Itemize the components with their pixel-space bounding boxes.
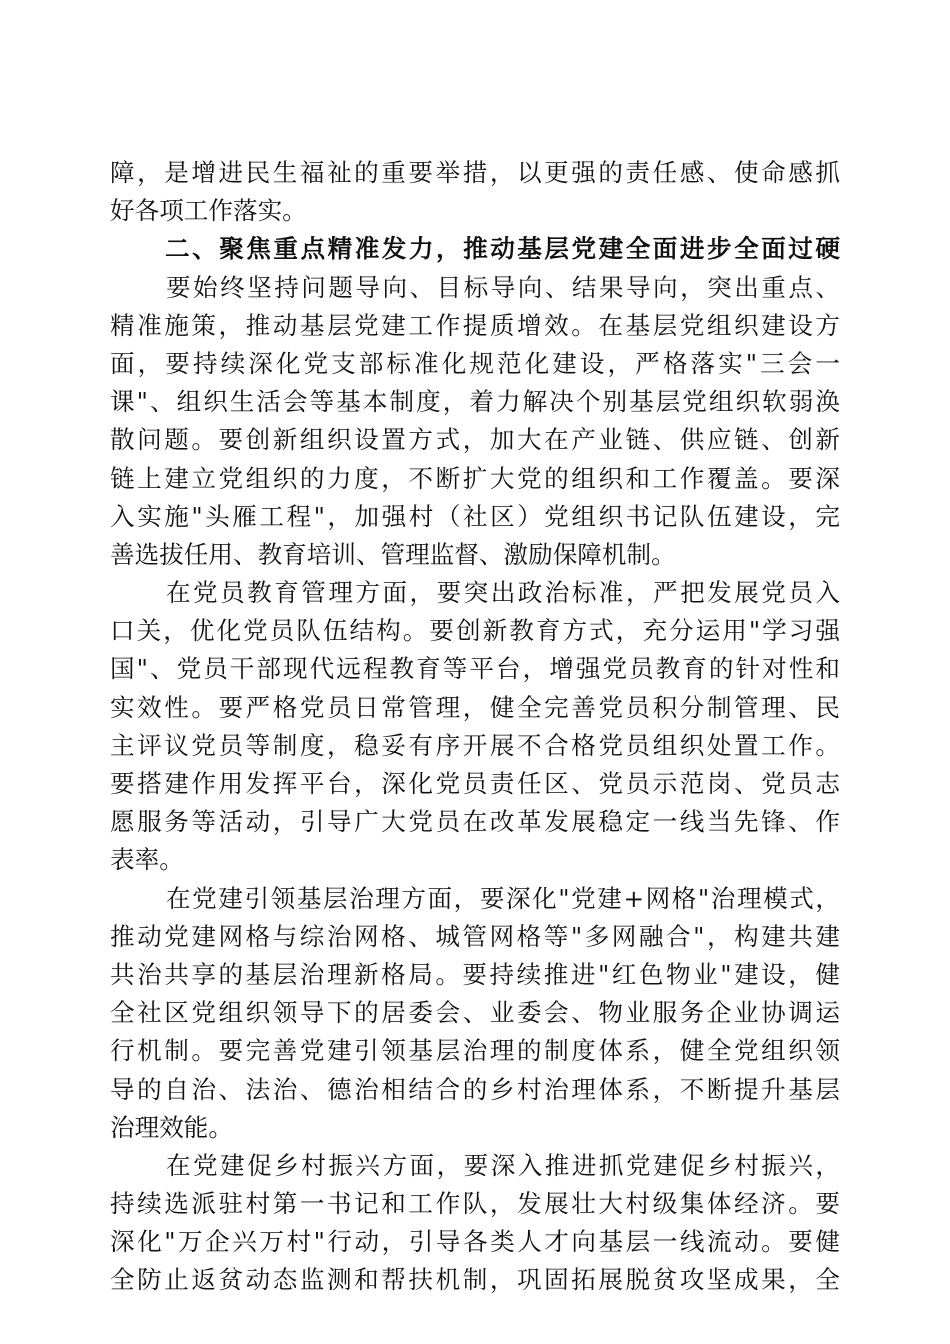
text-line: 课"、组织生活会等基本制度，着力解决个别基层党组织软弱涣 (110, 387, 840, 417)
text-line: 善选拔任用、教育培训、管理监督、激励保障机制。 (110, 539, 676, 569)
text-line: 愿服务等活动，引导广大党员在改革发展稳定一线当先锋、作 (110, 807, 840, 837)
text-line: 在党建促乡村振兴方面，要深入推进抓党建促乡村振兴， (166, 1150, 840, 1180)
text-line: 要始终坚持问题导向、目标导向、结果导向，突出重点、 (166, 272, 840, 302)
text-line: 推动党建网格与综治网格、城管网格等"多网融合"，构建共建 (110, 921, 840, 951)
text-line: 行机制。要完善党建引领基层治理的制度体系，健全党组织领 (110, 1036, 840, 1066)
text-line: 国"、党员干部现代远程教育等平台，增强党员教育的针对性和 (110, 654, 840, 684)
text-line: 口关，优化党员队伍结构。要创新教育方式，充分运用"学习强 (110, 616, 840, 646)
text-line: 入实施"头雁工程"，加强村（社区）党组织书记队伍建设，完 (110, 501, 840, 531)
text-line: 在党员教育管理方面，要突出政治标准，严把发展党员入 (166, 578, 840, 608)
text-line: 共治共享的基层治理新格局。要持续推进"红色物业"建设，健 (110, 959, 840, 989)
text-line: 精准施策，推动基层党建工作提质增效。在基层党组织建设方 (110, 310, 840, 340)
text-line: 实效性。要严格党员日常管理，健全完善党员积分制管理、民 (110, 692, 840, 722)
text-line: 全防止返贫动态监测和帮扶机制，巩固拓展脱贫攻坚成果，全 (110, 1265, 840, 1295)
text-line: 要搭建作用发挥平台，深化党员责任区、党员示范岗、党员志 (110, 769, 840, 798)
paragraph-3 (110, 880, 840, 1147)
document-body (110, 154, 840, 1300)
text-line: 表率。 (110, 845, 184, 875)
paragraph-1 (110, 269, 840, 575)
text-line: 深化"万企兴万村"行动，引导各类人才向基层一线流动。要健 (110, 1227, 840, 1257)
text-line: 好各项工作落实。 (110, 196, 307, 226)
text-line: 散问题。要创新组织设置方式，加大在产业链、供应链、创新 (110, 425, 840, 455)
paragraph-2 (110, 574, 840, 880)
paragraph-4 (110, 1147, 840, 1300)
text-line: 治理效能。 (110, 1112, 233, 1142)
text-line: 全社区党组织领导下的居委会、业委会、物业服务企业协调运 (110, 998, 840, 1028)
text-line: 主评议党员等制度，稳妥有序开展不合格党员组织处置工作。 (110, 730, 840, 760)
section-heading: 二、聚焦重点精准发力，推动基层党建全面进步全面过硬 (165, 234, 840, 264)
text-line: 链上建立党组织的力度，不断扩大党的组织和工作覆盖。要深 (110, 463, 840, 493)
text-line: 面，要持续深化党支部标准化规范化建设，严格落实"三会一 (110, 348, 840, 378)
text-line: 在党建引领基层治理方面，要深化"党建+网格"治理模式， (166, 883, 840, 913)
text-line: 障，是增进民生福祉的重要举措，以更强的责任感、使命感抓 (110, 158, 840, 187)
text-line: 持续选派驻村第一书记和工作队，发展壮大村级集体经济。要 (110, 1189, 840, 1219)
continuation-paragraph (110, 154, 840, 230)
text-line: 导的自治、法治、德治相结合的乡村治理体系，不断提升基层 (110, 1074, 840, 1104)
